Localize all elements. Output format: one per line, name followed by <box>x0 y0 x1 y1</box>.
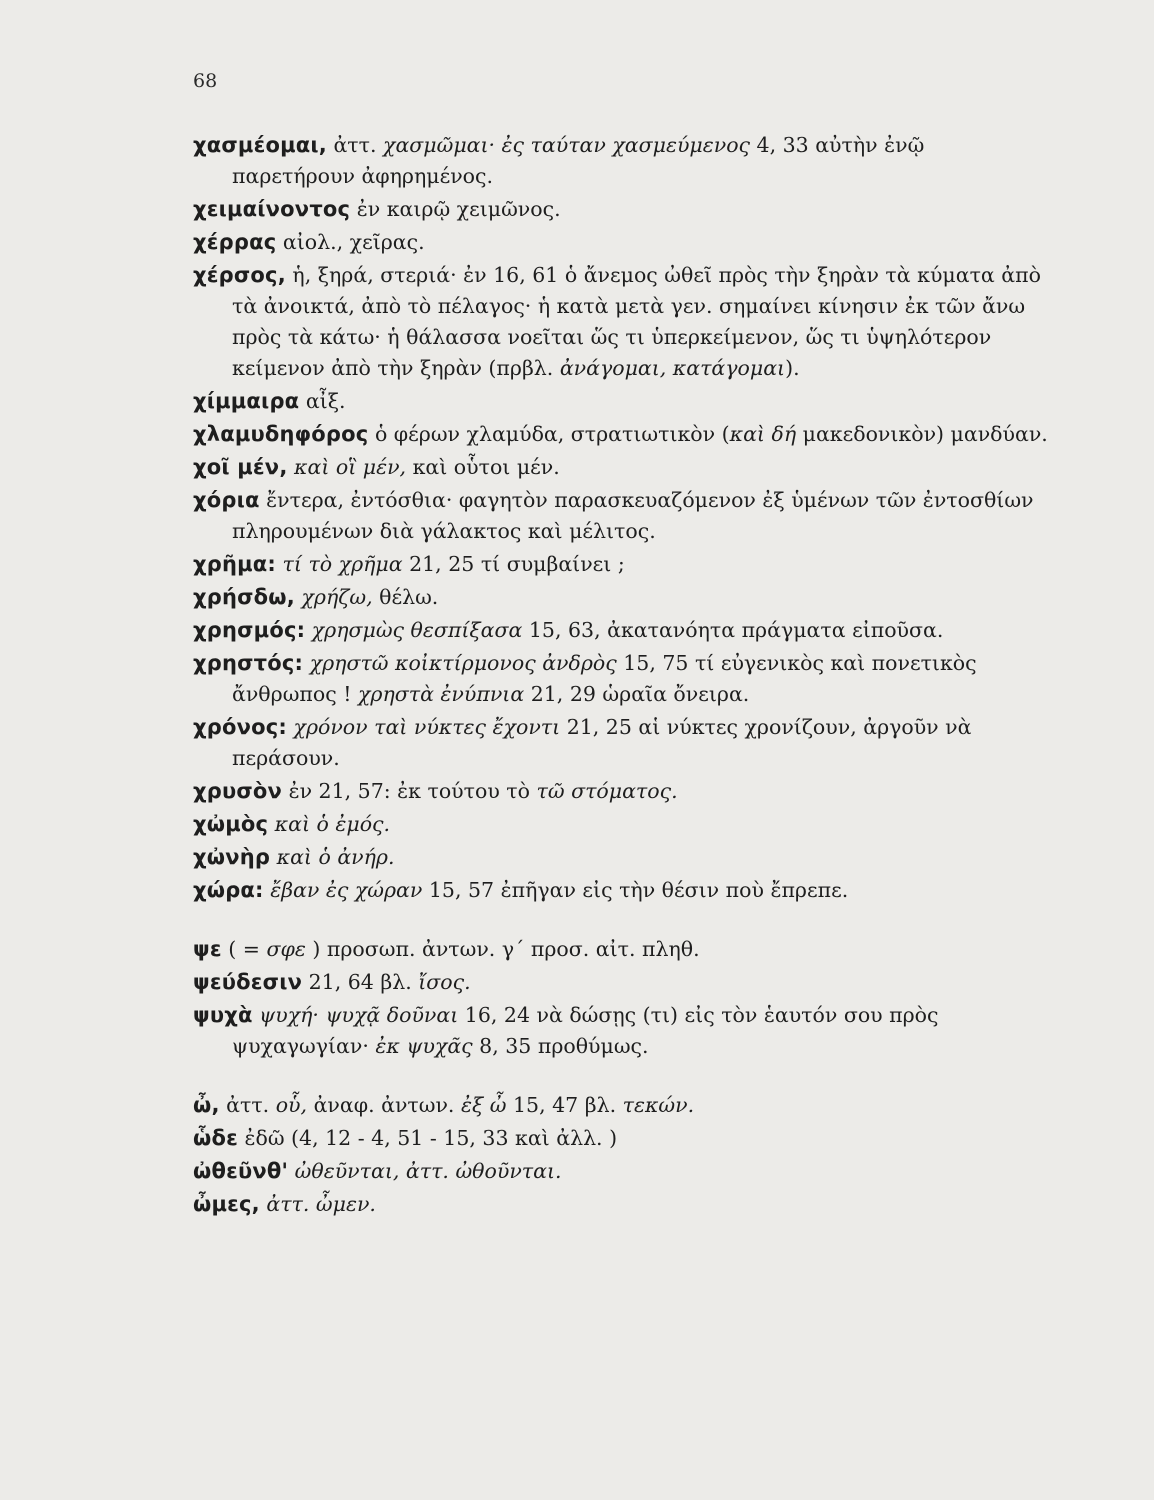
entry-text: 4, 33 αὐτὴν ἐνῷ παρετήρουν ἀφηρημένος. <box>232 133 925 188</box>
glossary-entry <box>193 1000 1053 1062</box>
entry-text: ἐδῶ (4, 12 - 4, 51 - 15, 33 καὶ ἀλλ. ) <box>237 1126 618 1150</box>
glossary-entry <box>193 648 1053 710</box>
entry-text: ἀναφ. ἀντων. <box>307 1093 461 1117</box>
entry-text: χρήζω, <box>301 585 373 609</box>
entry-text: καὶ ὁ ἐμός. <box>274 812 391 836</box>
entry-headword: χὠμὸς <box>193 812 269 836</box>
entry-text: ψυχή· ψυχᾷ δοῦναι <box>259 1003 459 1027</box>
glossary-entry <box>193 776 1053 807</box>
glossary-entry <box>193 842 1053 873</box>
entry-headword: χρόνος: <box>193 715 287 739</box>
entry-text: ἐν 21, 57: ἐκ τούτου τὸ <box>282 779 537 803</box>
entry-headword: χρησμός: <box>193 618 306 642</box>
entry-headword: ψεύδεσιν <box>193 970 303 994</box>
glossary-entry <box>193 712 1053 774</box>
entry-text: χασμῶμαι· ἐς ταύταν χασμεύμενος <box>383 133 751 157</box>
entry-text: ἐκ ψυχᾶς <box>375 1034 473 1058</box>
entry-headword: χὠνὴρ <box>193 845 271 869</box>
entry-text: ἴσος. <box>418 970 471 994</box>
glossary-entry <box>193 967 1053 998</box>
entry-headword: χέρσος, <box>193 263 286 287</box>
entry-headword: ψυχὰ <box>193 1003 253 1027</box>
entry-headword: χοῖ μέν, <box>193 455 288 479</box>
glossary-entries <box>193 130 1053 1222</box>
entry-text: τεκών. <box>622 1093 695 1117</box>
glossary-entry <box>193 386 1053 417</box>
entry-text: θέλω. <box>372 585 439 609</box>
entry-headword: ὦ, <box>193 1093 220 1117</box>
entry-text: 15, 63, ἀκατανόητα πράγματα εἰποῦσα. <box>522 618 944 642</box>
entry-text: αἰολ., χεῖρας. <box>276 230 425 254</box>
entry-text: ἀνάγομαι, κατάγομαι <box>559 356 786 380</box>
entry-text: καὶ οἳ μέν, <box>294 455 407 479</box>
entry-headword: χώρα: <box>193 878 264 902</box>
entry-text: ὠθεῦνται, ἀττ. ὠθοῦνται. <box>294 1159 562 1183</box>
entry-text: ἀττ. ὦμεν. <box>266 1192 376 1216</box>
entry-text: ). <box>785 356 800 380</box>
glossary-entry <box>193 419 1053 450</box>
glossary-entry <box>193 1156 1053 1187</box>
entry-text: μακεδονικὸν) μανδύαν. <box>796 422 1048 446</box>
entry-text: καὶ οὗτοι μέν. <box>406 455 560 479</box>
entry-headword: ὦμες, <box>193 1192 260 1216</box>
glossary-entry <box>193 934 1053 965</box>
entry-headword: ὧδε <box>193 1126 238 1150</box>
glossary-entry <box>193 452 1053 483</box>
entry-headword: χρήσδω, <box>193 585 295 609</box>
entry-text: ἔβαν ἐς χώραν <box>270 878 423 902</box>
entry-text: χρησμὼς θεσπίξασα <box>311 618 523 642</box>
entry-text: χρηστὰ ἐνύπνια <box>357 682 525 706</box>
glossary-entry <box>193 615 1053 646</box>
entry-text: ἀττ. <box>326 133 384 157</box>
entry-text: αἶξ. <box>299 389 346 413</box>
glossary-entry <box>193 582 1053 613</box>
glossary-entry <box>193 1123 1053 1154</box>
entry-text: 15, 75 τί εὐγενικὸς καὶ πονετικὸς ἄνθρωπος ! <box>232 651 977 706</box>
entry-headword: χρῆμα: <box>193 552 277 576</box>
entry-text: 16, 24 νὰ δώσῃς (τι) εἰς τὸν ἑαυτόν σου πρὸς ψυχαγωγίαν· <box>232 1003 939 1058</box>
entry-text: σφε <box>266 937 306 961</box>
entry-text: 21, 29 ὡραῖα ὄνειρα. <box>524 682 750 706</box>
page-number: 68 <box>193 70 218 92</box>
entry-text: χρηστῶ κοἰκτίρμονος ἀνδρὸς <box>309 651 617 675</box>
entry-text: ) προσωπ. ἀντων. γ΄ προσ. αἰτ. πληθ. <box>305 937 700 961</box>
glossary-entry <box>193 194 1053 225</box>
glossary-entry <box>193 227 1053 258</box>
entry-text: χρόνον ταὶ νύκτες ἔχοντι <box>293 715 561 739</box>
entry-headword: ψε <box>193 937 222 961</box>
entry-headword: χρηστός: <box>193 651 304 675</box>
entry-text: ἡ, ξηρά, στεριά· ἐν 16, 61 ὁ ἄνεμος ὠθεῖ πρὸς τὴν ξηρὰν τὰ κύματα ἀπὸ τὰ ἀνοικτά, ἀπὸ τὸ πέλαγος· ἡ κατὰ μετὰ γεν. σημαίνει κίνησιν ἐκ τῶν ἄνω πρὸς τὰ κάτω· ἡ θάλασσα νοεῖται ὥς τι ὑπερκείμενον, ὥς τι ὑψηλότερον κείμενον ἀπὸ τὴν ξηρὰν (πρβλ. <box>232 263 1041 380</box>
entry-text: καὶ δή <box>729 422 797 446</box>
entry-text: 21, 25 τί συμβαίνει ; <box>402 552 625 576</box>
entry-headword: χόρια <box>193 488 260 512</box>
entry-text: ( = <box>221 937 267 961</box>
entry-text: ἔντερα, ἐντόσθια· φαγητὸν παρασκευαζόμενον ἐξ ὑμένων τῶν ἐντοσθίων πληρουμένων διὰ γάλακτος καὶ μέλιτος. <box>232 488 1034 543</box>
entry-headword: χλαμυδηφόρος <box>193 422 369 446</box>
entry-text: ὁ φέρων χλαμύδα, στρατιωτικὸν ( <box>368 422 730 446</box>
entry-headword: χέρρας <box>193 230 277 254</box>
glossary-entry <box>193 485 1053 547</box>
entry-text: καὶ ὁ ἀνήρ. <box>276 845 395 869</box>
entry-text: 21, 64 βλ. <box>302 970 419 994</box>
glossary-entry <box>193 260 1053 384</box>
entry-text: τῶ στόματος. <box>536 779 678 803</box>
entry-headword: χίμμαιρα <box>193 389 300 413</box>
entry-text: 15, 57 ἐπῆγαν εἰς τὴν θέσιν ποὺ ἔπρεπε. <box>422 878 849 902</box>
entry-text: 21, 25 αἱ νύκτες χρονίζουν, ἀργοῦν νὰ περάσουν. <box>232 715 972 770</box>
entry-headword: ὠθεῦνθ' <box>193 1159 289 1183</box>
glossary-entry <box>193 809 1053 840</box>
entry-headword: χειμαίνοντος <box>193 197 351 221</box>
entry-text: τί τὸ χρῆμα <box>282 552 403 576</box>
entry-text: ἐν καιρῷ χειμῶνος. <box>350 197 561 221</box>
entry-headword: χρυσὸν <box>193 779 283 803</box>
glossary-entry <box>193 549 1053 580</box>
entry-text: ἀττ. <box>219 1093 276 1117</box>
entry-headword: χασμέομαι, <box>193 133 327 157</box>
entry-text: ἐξ ὦ <box>460 1093 507 1117</box>
entry-text: 15, 47 βλ. <box>506 1093 623 1117</box>
glossary-entry <box>193 1090 1053 1121</box>
glossary-entry <box>193 1189 1053 1220</box>
glossary-entry <box>193 875 1053 906</box>
entry-text: οὗ, <box>275 1093 308 1117</box>
entry-text: 8, 35 προθύμως. <box>472 1034 649 1058</box>
glossary-entry <box>193 130 1053 192</box>
